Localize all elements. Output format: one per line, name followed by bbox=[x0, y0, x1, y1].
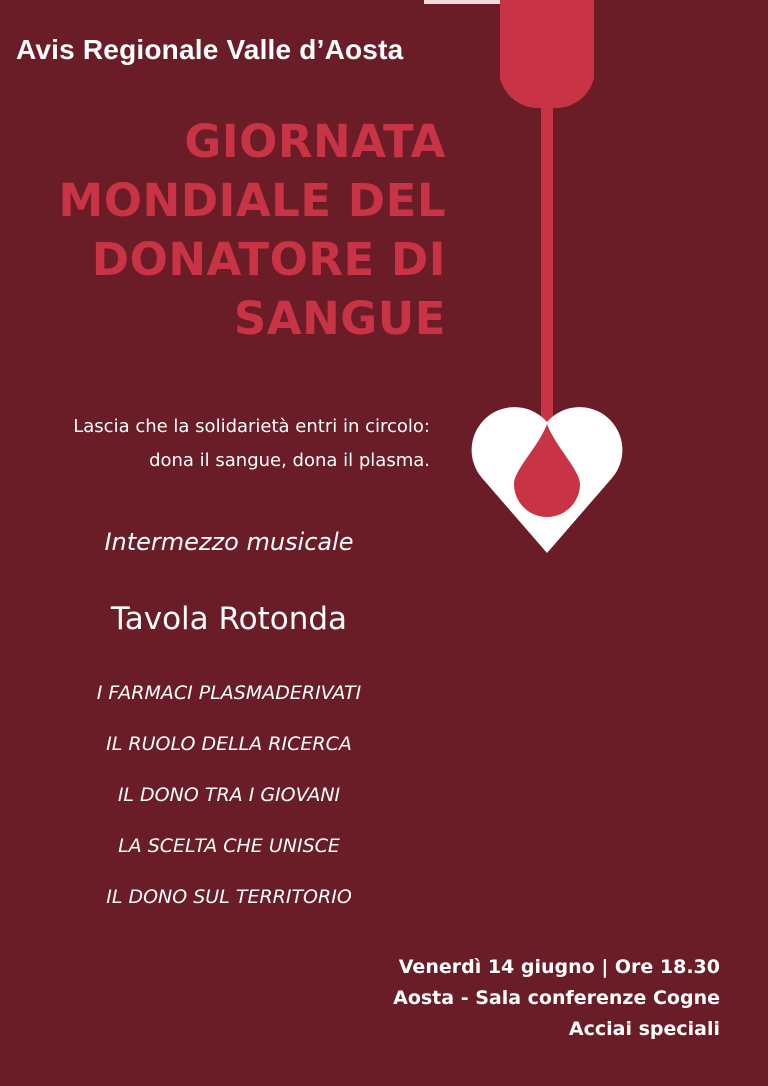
topic-item: IL DONO TRA I GIOVANI bbox=[117, 784, 341, 806]
event-venue: Acciai speciali bbox=[568, 1018, 720, 1040]
event-title-line: SANGUE bbox=[233, 292, 446, 345]
topic-item: IL RUOLO DELLA RICERCA bbox=[106, 733, 352, 755]
topic-item: LA SCELTA CHE UNISCE bbox=[118, 835, 340, 857]
blood-donation-graphic bbox=[460, 0, 640, 560]
event-title-line: MONDIALE DEL bbox=[58, 174, 446, 227]
round-table-heading: Tavola Rotonda bbox=[110, 601, 348, 637]
event-details bbox=[393, 952, 720, 1045]
tagline-line: Lascia che la solidarietà entri in circolo: bbox=[73, 416, 430, 437]
tagline-line: dona il sangue, dona il plasma. bbox=[149, 450, 430, 471]
blood-bag-icon bbox=[500, 0, 594, 430]
topic-item: IL DONO SUL TERRITORIO bbox=[106, 886, 352, 908]
event-title-line: DONATORE DI bbox=[91, 233, 446, 286]
event-date-time: Venerdì 14 giugno | Ore 18.30 bbox=[398, 956, 720, 978]
event-title bbox=[30, 112, 446, 348]
organization-name: Avis Regionale Valle d’Aosta bbox=[16, 34, 404, 65]
topic-item: I FARMACI PLASMADERIVATI bbox=[96, 682, 362, 704]
topic-list bbox=[0, 676, 458, 931]
event-title-line: GIORNATA bbox=[184, 115, 446, 168]
tagline bbox=[30, 410, 430, 478]
musical-interlude: Intermezzo musicale bbox=[104, 528, 354, 556]
event-venue: Aosta - Sala conferenze Cogne bbox=[393, 987, 720, 1009]
